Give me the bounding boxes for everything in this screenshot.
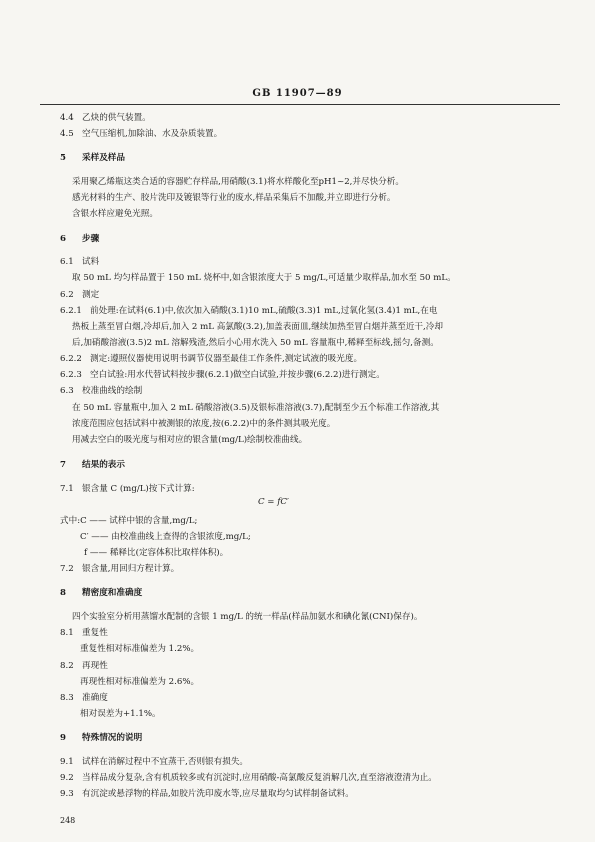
clause-number: 9.3 bbox=[60, 789, 74, 799]
clause-number: 9.2 bbox=[60, 773, 74, 783]
section-heading bbox=[60, 460, 125, 471]
clause-number: 7 bbox=[60, 460, 66, 470]
clause-text: 再现性 bbox=[82, 661, 108, 671]
text-line bbox=[60, 113, 151, 124]
clause-number: 8.2 bbox=[60, 661, 74, 671]
clause-text: 乙炔的供气装置。 bbox=[82, 113, 151, 123]
clause-text: 准确度 bbox=[82, 693, 108, 703]
text-line bbox=[72, 273, 456, 284]
clause-text: 测定:遵照仪器使用说明书调节仪器至最佳工作条件,测定试液的吸光度。 bbox=[90, 354, 363, 364]
clause-number: 6.1 bbox=[60, 257, 74, 267]
text-line bbox=[72, 322, 443, 333]
clause-text: 式中:C —— 试样中银的含量,mg/L; bbox=[60, 516, 198, 526]
header-rule bbox=[40, 104, 560, 105]
clause-text: 空气压缩机,加除油、水及杂质装置。 bbox=[82, 129, 223, 139]
page-header: GB 11907—89 bbox=[252, 88, 343, 99]
clause-text: 后,加硝酸溶液(3.5)2 mL 溶解残渣,然后小心用水洗入 50 mL 容量瓶中,稀释至标线,摇匀,备测。 bbox=[72, 338, 439, 348]
text-line bbox=[60, 290, 99, 301]
clause-number: 4.5 bbox=[60, 129, 74, 139]
clause-text: 取 50 mL 均匀样品置于 150 mL 烧杯中,如含银浓度大于 5 mg/L,可适量少取样品,加水至 50 mL。 bbox=[72, 273, 456, 283]
text-line bbox=[60, 693, 108, 704]
clause-text: 特殊情况的说明 bbox=[82, 733, 143, 743]
clause-number: 9 bbox=[60, 733, 66, 743]
clause-text: 在 50 mL 容量瓶中,加入 2 mL 硝酸溶液(3.5)及银标准溶液(3.7),配制至少五个标准工作溶液,其 bbox=[72, 403, 440, 413]
clause-text: 当样品成分复杂,含有机质较多或有沉淀时,应用硝酸-高氯酸反复消解几次,直至溶液澄清为止。 bbox=[82, 773, 437, 783]
clause-text: 浓度范围应包括试料中被测银的浓度,按(6.2.2)中的条件测其吸光度。 bbox=[72, 419, 336, 429]
text-line bbox=[72, 403, 439, 414]
clause-text: 步骤 bbox=[82, 234, 100, 244]
section-heading bbox=[60, 588, 142, 599]
clause-text: 感光材料的生产、胶片洗印及镀银等行业的废水,样品采集后不加酸,并立即进行分析。 bbox=[72, 193, 396, 203]
clause-text: 有沉淀或悬浮物的样品,如胶片洗印废水等,应尽量取均匀试样制备试料。 bbox=[82, 789, 354, 799]
clause-text: 精密度和准确度 bbox=[82, 588, 143, 598]
clause-text: 再现性相对标准偏差为 2.6%。 bbox=[80, 677, 200, 687]
text-line bbox=[60, 757, 248, 768]
text-line bbox=[84, 548, 228, 559]
section-heading bbox=[60, 733, 142, 744]
clause-text: f —— 稀释比(定容体积比取样体积)。 bbox=[84, 548, 229, 558]
text-line bbox=[72, 177, 404, 188]
text-line bbox=[80, 644, 199, 655]
clause-number: 8.1 bbox=[60, 628, 74, 638]
clause-text: 采样及样品 bbox=[82, 153, 125, 163]
text-line bbox=[60, 306, 437, 317]
clause-text: 银含量 C (mg/L)按下式计算: bbox=[82, 484, 195, 494]
text-line bbox=[60, 484, 195, 495]
clause-number: 9.1 bbox=[60, 757, 74, 767]
clause-text: C′ —— 由校准曲线上查得的含银浓度,mg/L; bbox=[80, 532, 251, 542]
clause-text: 前处理:在试料(6.1)中,依次加入硝酸(3.1)10 mL,硫酸(3.3)1 mL,过氧化氢(3.4)1 mL,在电 bbox=[90, 306, 438, 316]
clause-text: 空白试验:用水代替试料按步骤(6.2.1)做空白试验,并按步骤(6.2.2)进行测定。 bbox=[90, 370, 385, 380]
clause-number: 6.2 bbox=[60, 290, 74, 300]
clause-text: 含银水样应避免光照。 bbox=[72, 209, 158, 219]
text-line bbox=[60, 257, 99, 268]
section-heading bbox=[60, 153, 125, 164]
text-line bbox=[72, 419, 335, 430]
formula: C = fC′ bbox=[258, 497, 289, 507]
text-line bbox=[80, 709, 161, 720]
text-line bbox=[72, 209, 158, 220]
clause-text: 银含量,用回归方程计算。 bbox=[82, 564, 180, 574]
clause-number: 5 bbox=[60, 153, 66, 163]
clause-number: 7.2 bbox=[60, 564, 74, 574]
clause-number: 6.2.2 bbox=[60, 354, 82, 364]
clause-number: 6.2.1 bbox=[60, 306, 82, 316]
section-heading bbox=[60, 234, 99, 245]
text-line bbox=[60, 129, 222, 140]
text-line bbox=[60, 386, 142, 397]
clause-number: 8.3 bbox=[60, 693, 74, 703]
clause-number: 6.2.3 bbox=[60, 370, 82, 380]
text-line bbox=[60, 661, 108, 672]
text-line bbox=[72, 193, 395, 204]
clause-number: 6.3 bbox=[60, 386, 74, 396]
clause-text: 四个实验室分析用蒸馏水配制的含银 1 mg/L 的统一样品(样品加氨水和碘化氰(CNI)保存)。 bbox=[72, 612, 423, 622]
clause-text: 采用聚乙烯瓶这类合适的容器贮存样品,用硝酸(3.1)将水样酸化至pH1~2,并尽快分析。 bbox=[72, 177, 404, 187]
clause-text: 试料 bbox=[82, 257, 100, 267]
clause-text: 用减去空白的吸光度与相对应的银含量(mg/L)绘制校准曲线。 bbox=[72, 435, 308, 445]
clause-text: 重复性 bbox=[82, 628, 108, 638]
text-line bbox=[72, 612, 422, 623]
text-line bbox=[60, 773, 437, 784]
clause-text: 重复性相对标准偏差为 1.2%。 bbox=[80, 644, 200, 654]
text-line bbox=[60, 516, 197, 527]
clause-text: 热板上蒸至冒白烟,冷却后,加入 2 mL 高氯酸(3.2),加盖表面皿,继续加热至冒白烟并蒸至近干,冷却 bbox=[72, 322, 443, 332]
clause-number: 8 bbox=[60, 588, 66, 598]
clause-text: 相对误差为+1.1%。 bbox=[80, 709, 161, 719]
clause-number: 6 bbox=[60, 234, 66, 244]
text-line bbox=[60, 628, 108, 639]
text-line bbox=[60, 370, 385, 381]
text-line bbox=[60, 564, 179, 575]
clause-text: 试样在消解过程中不宜蒸干,否则银有损失。 bbox=[82, 757, 249, 767]
clause-number: 7.1 bbox=[60, 484, 74, 494]
page-number: 248 bbox=[60, 816, 76, 825]
text-line bbox=[60, 789, 354, 800]
text-line bbox=[80, 532, 251, 543]
clause-number: 4.4 bbox=[60, 113, 74, 123]
text-line bbox=[60, 354, 362, 365]
clause-text: 测定 bbox=[82, 290, 100, 300]
text-line bbox=[72, 435, 307, 446]
text-line bbox=[72, 338, 439, 349]
text-line bbox=[80, 677, 199, 688]
clause-text: 结果的表示 bbox=[82, 460, 125, 470]
clause-text: 校准曲线的绘制 bbox=[82, 386, 143, 396]
